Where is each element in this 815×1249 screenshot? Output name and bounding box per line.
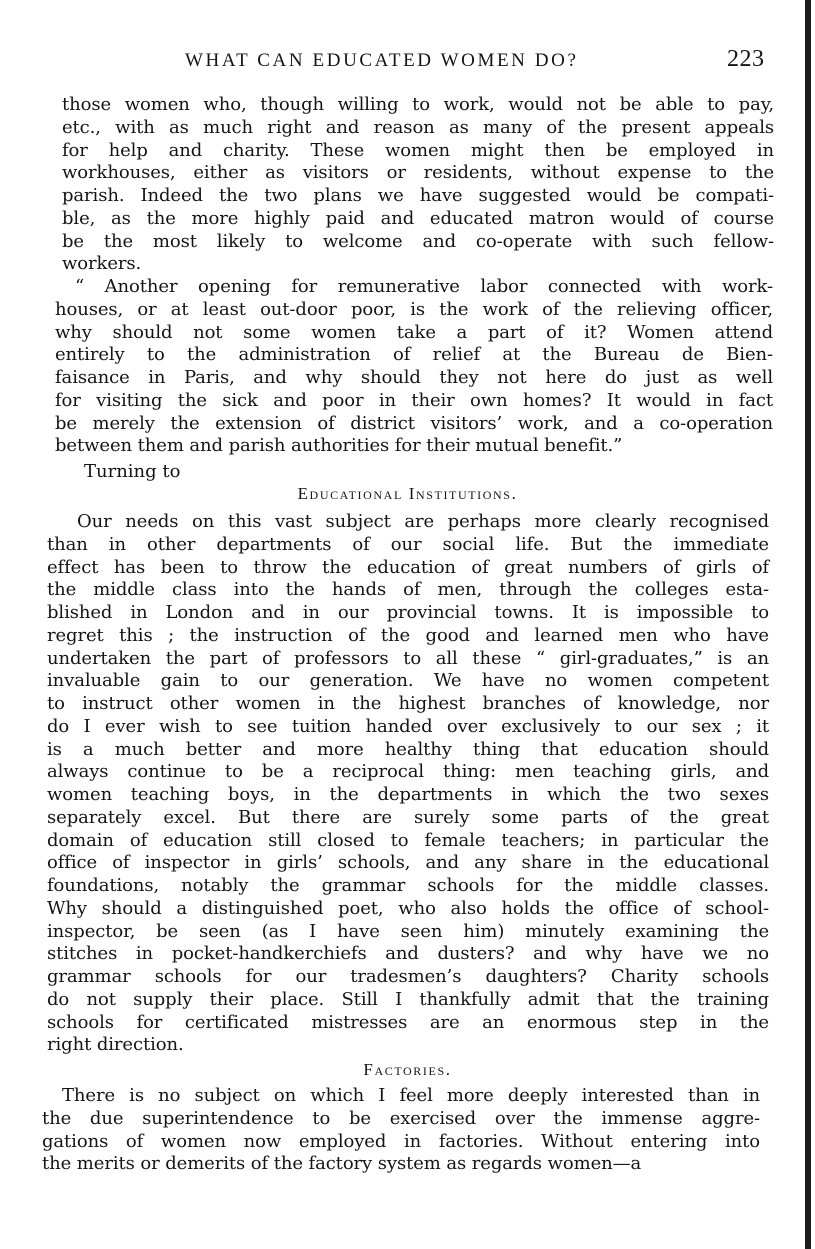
text-line: do not supply their place. Still I thankfully admit that the training <box>47 988 769 1010</box>
text-line: faisance in Paris, and why should they not here do just as well <box>55 367 773 388</box>
section-heading-factories <box>0 1060 815 1080</box>
page-number: 223 <box>727 46 765 72</box>
text-line: Our needs on this vast subject are perhaps more clearly recognised <box>77 511 769 532</box>
text-line: grammar schools for our tradesmen’s daughters? Charity schools <box>47 966 769 987</box>
text-line: do I ever wish to see tuition handed over exclusively to our sex ; it <box>47 715 769 737</box>
text-line: entirely to the administration of relief at the Bureau de Bien- <box>55 344 773 366</box>
text-line: etc., with as much right and reason as many of the present appeals <box>62 116 774 138</box>
section-heading-educational-institutions <box>0 484 815 504</box>
text-line: those women who, though willing to work, would not be able to pay, <box>62 94 774 115</box>
heading-text: Factories. <box>363 1060 452 1079</box>
text-line: why should not some women take a part of it? Women attend <box>55 321 773 343</box>
paragraph-educational-institutions <box>47 511 769 1057</box>
text-line: workhouses, either as visitors or residents, without expense to the <box>62 162 774 184</box>
text-line: right direction. <box>47 1034 184 1056</box>
running-title: WHAT CAN EDUCATED WOMEN DO? <box>185 50 579 71</box>
text-line: workers. <box>62 253 142 275</box>
text-line: schools for certificated mistresses are an enormous step in the <box>47 1011 769 1033</box>
text-line: undertaken the part of professors to all these “ girl-graduates,” is an <box>47 647 769 669</box>
text-line: There is no subject on which I feel more deeply interested than in <box>62 1085 760 1106</box>
text-line: the middle class into the hands of men, through the colleges esta- <box>47 579 769 601</box>
text-line: “ Another opening for remunerative labor connected with work- <box>75 276 773 297</box>
paragraph-relieving-officer <box>55 276 773 458</box>
heading-text: Educational Institutions. <box>297 484 518 503</box>
text-line: for visiting the sick and poor in their own homes? It would in fact <box>55 389 773 411</box>
text-line: to instruct other women in the highest branches of knowledge, nor <box>47 693 769 714</box>
turning-to-line: Turning to <box>84 461 181 482</box>
text-line: the merits or demerits of the factory system as regards women—a <box>42 1153 642 1175</box>
text-line: the due superintendence to be exercised over the immense aggre- <box>42 1107 760 1129</box>
text-line: gations of women now employed in factories. Without entering into <box>42 1130 760 1152</box>
text-line: inspector, be seen (as I have seen him) minutely examining the <box>47 920 769 942</box>
text-line: office of inspector in girls’ schools, and any share in the educational <box>47 852 769 874</box>
text-line: invaluable gain to our generation. We have no women competent <box>47 670 769 692</box>
paragraph-factories <box>42 1085 760 1176</box>
text-line: is a much better and more healthy thing that education should <box>47 738 769 760</box>
text-line: be the most likely to welcome and co-operate with such fellow- <box>62 230 774 252</box>
paragraph-workhouse-visitors <box>62 94 774 276</box>
text-line: regret this ; the instruction of the good and learned men who have <box>47 624 769 646</box>
text-line: between them and parish authorities for their mutual benefit.” <box>55 435 623 457</box>
text-line: effect has been to throw the education of great numbers of girls of <box>47 556 769 578</box>
text-line: than in other departments of our social life. But the immediate <box>47 533 769 555</box>
text-line: blished in London and in our provincial towns. It is impossible to <box>47 602 769 623</box>
text-line: Why should a distinguished poet, who also holds the office of school- <box>47 897 769 919</box>
text-line: ble, as the more highly paid and educated matron would of course <box>62 207 774 229</box>
text-line: houses, or at least out-door poor, is the work of the relieving officer, <box>55 298 773 320</box>
text-line: women teaching boys, in the departments in which the two sexes <box>47 784 769 805</box>
text-line: foundations, notably the grammar schools for the middle classes. <box>47 875 769 896</box>
text-line: for help and charity. These women might then be employed in <box>62 139 774 161</box>
text-line: domain of education still closed to female teachers; in particular the <box>47 829 769 851</box>
text-line: always continue to be a reciprocal thing: men teaching girls, and <box>47 761 769 783</box>
text-line: be merely the extension of district visitors’ work, and a co-operation <box>55 412 773 434</box>
text-line: parish. Indeed the two plans we have suggested would be compati- <box>62 185 774 206</box>
running-header <box>0 44 815 78</box>
text-line: stitches in pocket-handkerchiefs and dusters? and why have we no <box>47 943 769 965</box>
text-line: separately excel. But there are surely some parts of the great <box>47 806 769 828</box>
